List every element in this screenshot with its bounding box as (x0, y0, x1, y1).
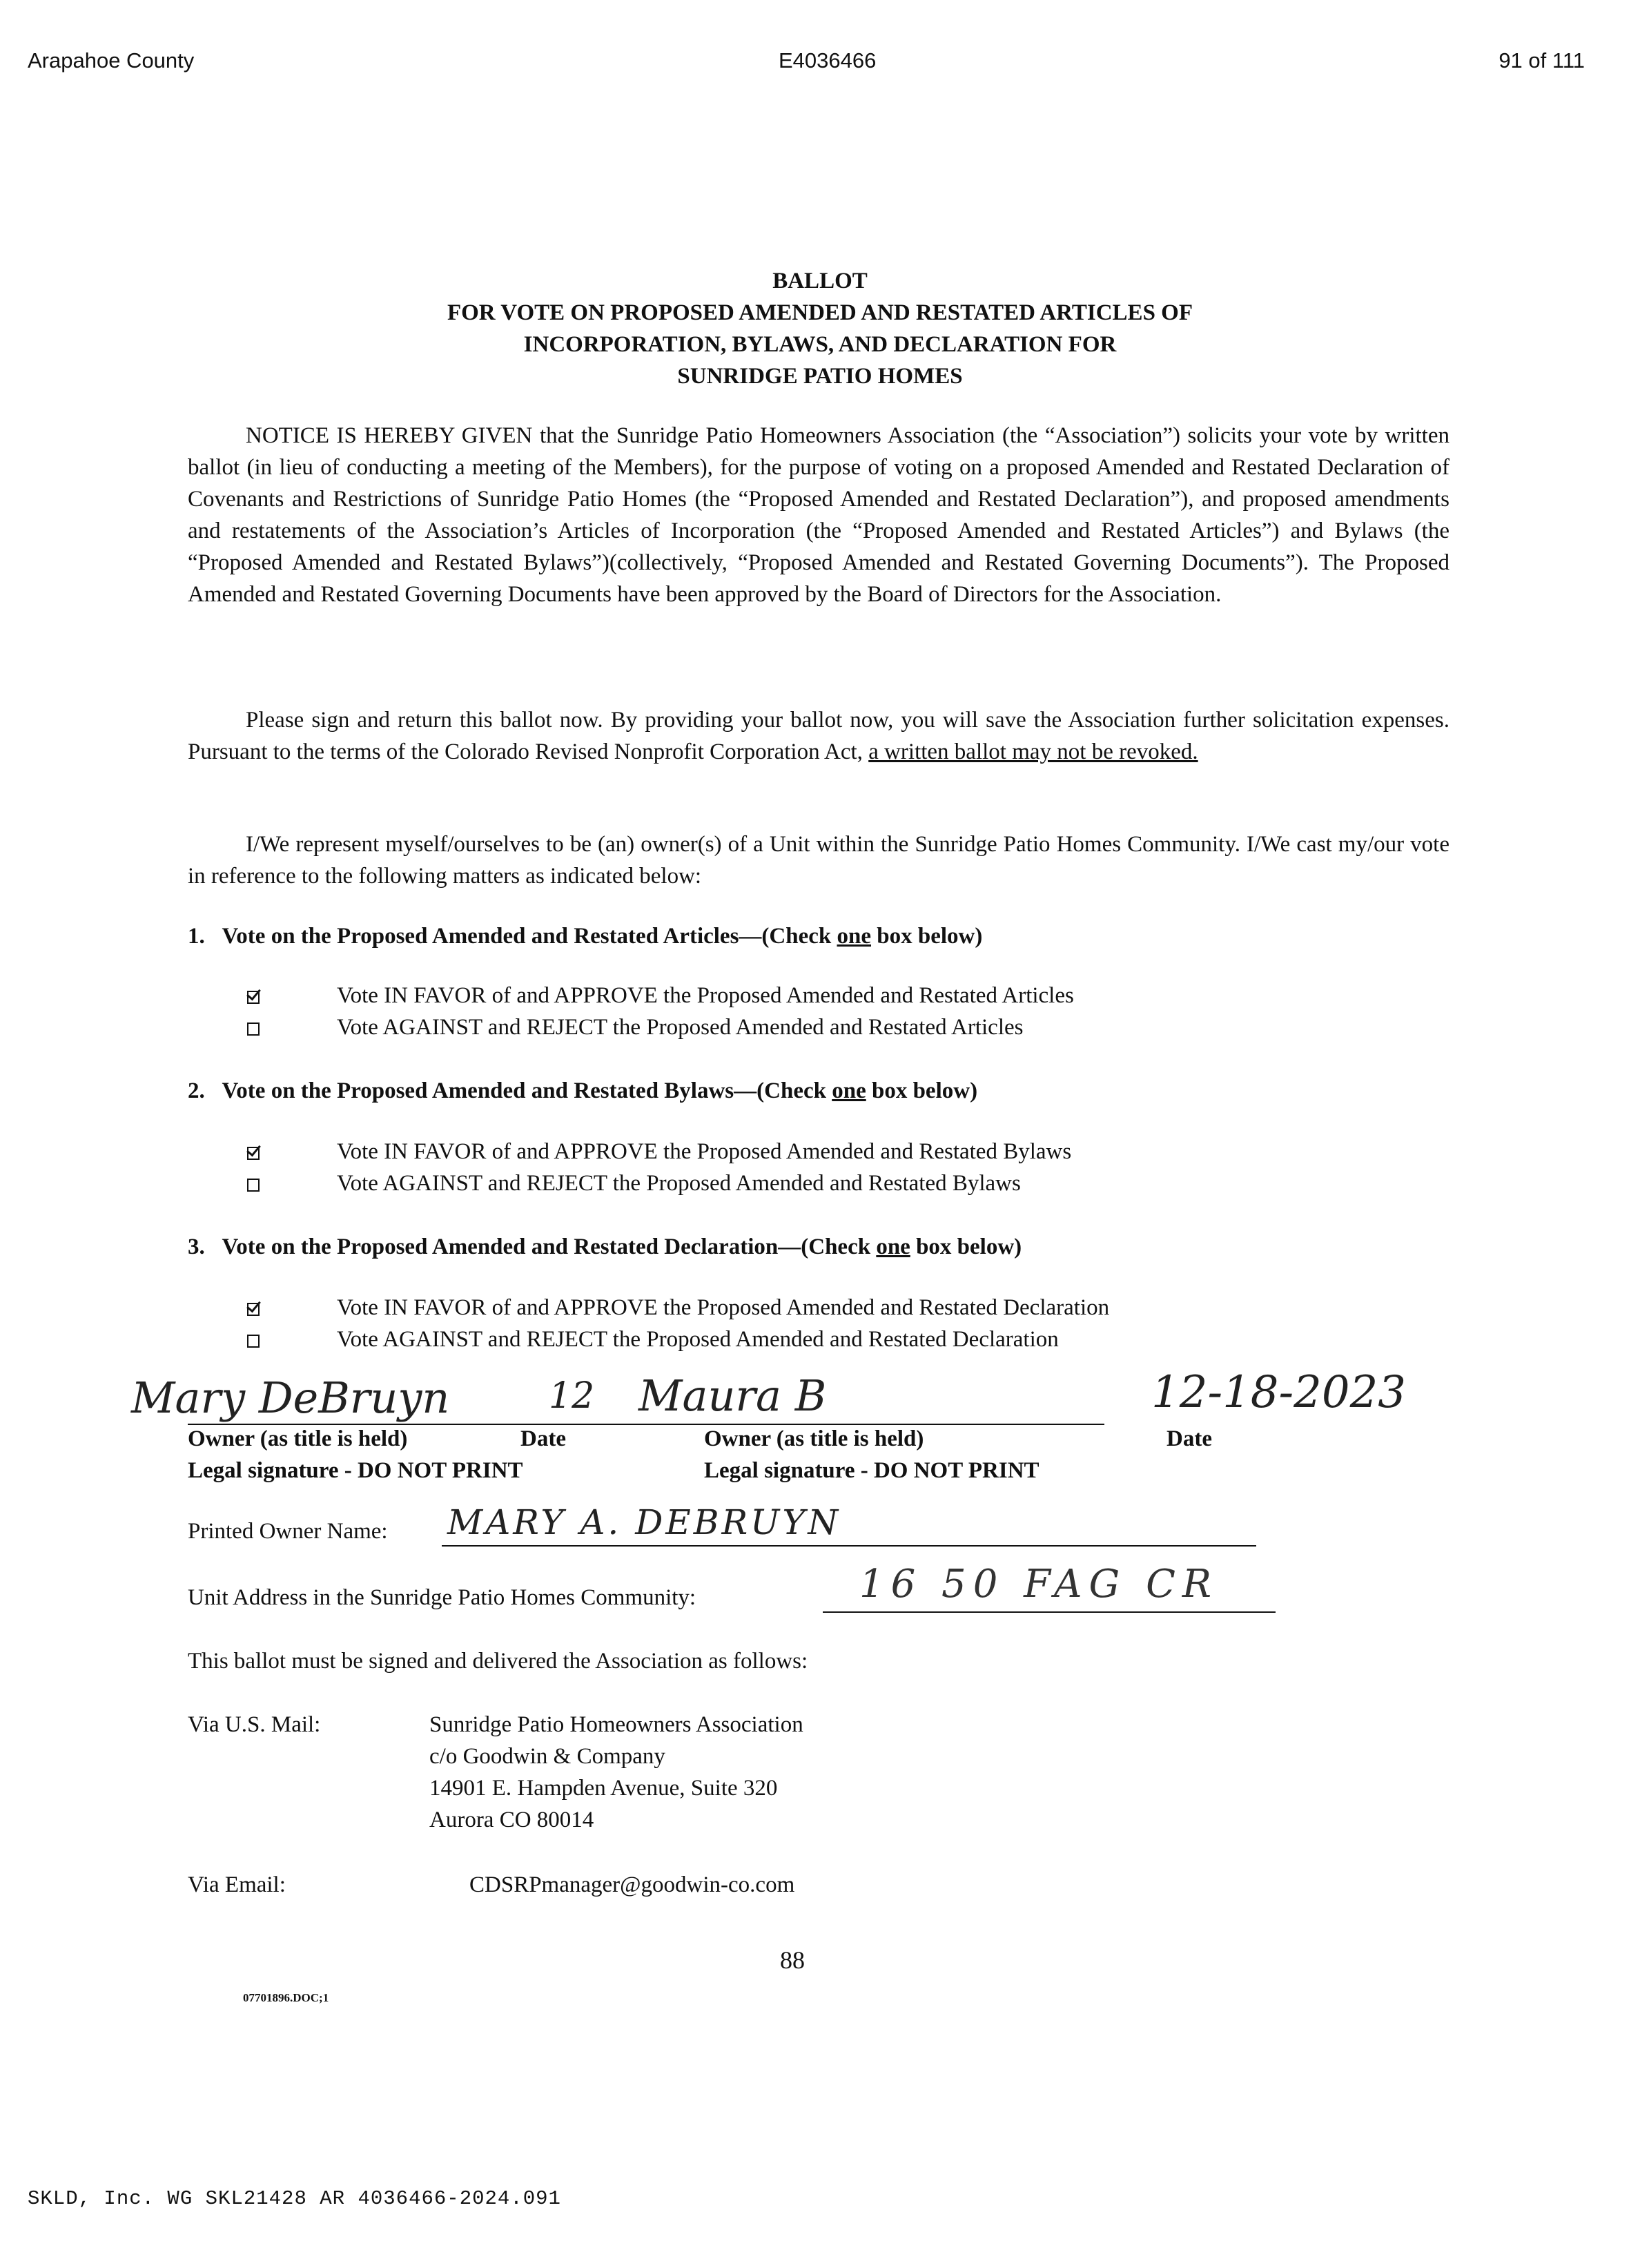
doc-code: 07701896.DOC;1 (243, 1991, 329, 2004)
q3-favor-checkbox[interactable] (247, 1303, 260, 1316)
q2-against-checkbox[interactable] (247, 1179, 260, 1192)
mail-line-2: c/o Goodwin & Company (429, 1744, 665, 1769)
reception-number: E4036466 (779, 48, 877, 72)
represent-paragraph (188, 828, 1449, 892)
question-one: one (837, 924, 871, 949)
question-2 (188, 1078, 977, 1104)
question-text: Vote on the Proposed Amended and Restated Declaration—(Check (222, 1234, 877, 1259)
mail-line-3: 14901 E. Hampden Avenue, Suite 320 (429, 1776, 778, 1801)
question-text: Vote on the Proposed Amended and Restated Bylaws—(Check (222, 1078, 832, 1103)
ballot-title-line3: INCORPORATION, BYLAWS, AND DECLARATION FOR (523, 332, 1117, 357)
question-number: 2. (188, 1078, 205, 1103)
question-text-end: box below) (870, 924, 983, 949)
q3-favor-label: Vote IN FAVOR of and APPROVE the Proposed Amended and Restated Declaration (337, 1295, 1110, 1320)
mail-line-4: Aurora CO 80014 (429, 1807, 594, 1832)
printed-name-label: Printed Owner Name: (188, 1519, 388, 1544)
owner1-label: Owner (as title is held) (188, 1426, 408, 1451)
q2-favor-checkbox[interactable] (247, 1147, 260, 1160)
notice-text: NOTICE IS HEREBY GIVEN that the Sunridge Patio Homeowners Association (the “Association”) solicits your vote by written ballot (in lieu of conducting a meeting of the Members), for the purpose of voting on a proposed Amended and Restated Declaration of Covenants and Restrictions of Sunridge Patio Homes (the “Proposed Amended and Restated Declaration”), and proposed amendments and restatements of the Association’s Articles of Incorporation (the “Proposed Amended and Restated Articles”) and Bylaws (the “Proposed Amended and Restated Bylaws”)(collectively, “Proposed Amended and Restated Governing Documents”). The Proposed Amended and Restated Governing Documents have been approved by the Board of Directors for the Association. (188, 423, 1449, 607)
footer-stamp: SKLD, Inc. WG SKL21428 AR 4036466-2024.091 (28, 2187, 561, 2210)
date-handwritten: 12-18-2023 (1151, 1367, 1406, 1418)
owner2-signature: Maura B (638, 1370, 827, 1421)
question-1 (188, 924, 982, 949)
q1-favor-checkbox[interactable] (247, 991, 260, 1004)
q2-favor-label: Vote IN FAVOR of and APPROVE the Proposed Amended and Restated Bylaws (337, 1139, 1072, 1164)
notice-paragraph (188, 420, 1449, 610)
question-text-end: box below) (866, 1078, 978, 1103)
page-number: 88 (780, 1946, 805, 1974)
unit-address-value: 16 50 FAG CR (859, 1562, 1219, 1607)
unit-address-label: Unit Address in the Sunridge Patio Homes Community: (188, 1585, 696, 1610)
please-paragraph (188, 704, 1449, 768)
question-one: one (876, 1234, 910, 1259)
question-one: one (832, 1078, 866, 1103)
q2-against-label: Vote AGAINST and REJECT the Proposed Amended and Restated Bylaws (337, 1171, 1021, 1196)
signature-date-handwritten: 12 (549, 1375, 595, 1417)
owner2-label: Owner (as title is held) (704, 1426, 924, 1451)
mail-label: Via U.S. Mail: (188, 1712, 321, 1737)
owner1-signature: Mary DeBruyn (131, 1373, 450, 1423)
page-count: 91 of 111 (1499, 48, 1585, 72)
q3-against-checkbox[interactable] (247, 1335, 260, 1348)
question-number: 3. (188, 1234, 205, 1259)
mail-line-1: Sunridge Patio Homeowners Association (429, 1712, 803, 1737)
printed-name-line (442, 1545, 1256, 1547)
ballot-title: BALLOT (772, 269, 868, 293)
email-label: Via Email: (188, 1872, 286, 1897)
ballot-title-line2: FOR VOTE ON PROPOSED AMENDED AND RESTATED ARTICLES OF (447, 300, 1193, 325)
please-underlined: a written ballot may not be revoked. (868, 739, 1198, 764)
question-number: 1. (188, 924, 205, 949)
printed-name-value: MARY A. DEBRUYN (447, 1502, 841, 1542)
ballot-title-line4: SUNRIDGE PATIO HOMES (677, 364, 963, 389)
question-3 (188, 1234, 1022, 1260)
signature-line (188, 1424, 1104, 1425)
q3-against-label: Vote AGAINST and REJECT the Proposed Amended and Restated Declaration (337, 1327, 1059, 1352)
delivery-intro: This ballot must be signed and delivered the Association as follows: (188, 1649, 808, 1674)
email-address[interactable]: CDSRPmanager@goodwin-co.com (469, 1872, 795, 1897)
legal1-label: Legal signature - DO NOT PRINT (188, 1458, 523, 1483)
unit-address-line (823, 1611, 1276, 1613)
q1-against-checkbox[interactable] (247, 1022, 260, 1036)
please-text: Please sign and return this ballot now. By providing your ballot now, you will save the Association further solicitation expenses. Pursuant to the terms of the Colorado Revised Nonprofit Corporation Act, (188, 708, 1449, 764)
question-text: Vote on the Proposed Amended and Restated Articles—(Check (222, 924, 837, 949)
legal2-label: Legal signature - DO NOT PRINT (704, 1458, 1039, 1483)
question-text-end: box below) (910, 1234, 1022, 1259)
county-label: Arapahoe County (28, 48, 195, 72)
q1-favor-label: Vote IN FAVOR of and APPROVE the Proposed Amended and Restated Articles (337, 983, 1074, 1008)
date2-label: Date (1166, 1426, 1212, 1451)
q1-against-label: Vote AGAINST and REJECT the Proposed Amended and Restated Articles (337, 1015, 1024, 1040)
date1-label: Date (520, 1426, 566, 1451)
represent-text: I/We represent myself/ourselves to be (an) owner(s) of a Unit within the Sunridge Patio Homes Community. I/We cast my/our vote in reference to the following matters as indicated below: (188, 832, 1449, 889)
